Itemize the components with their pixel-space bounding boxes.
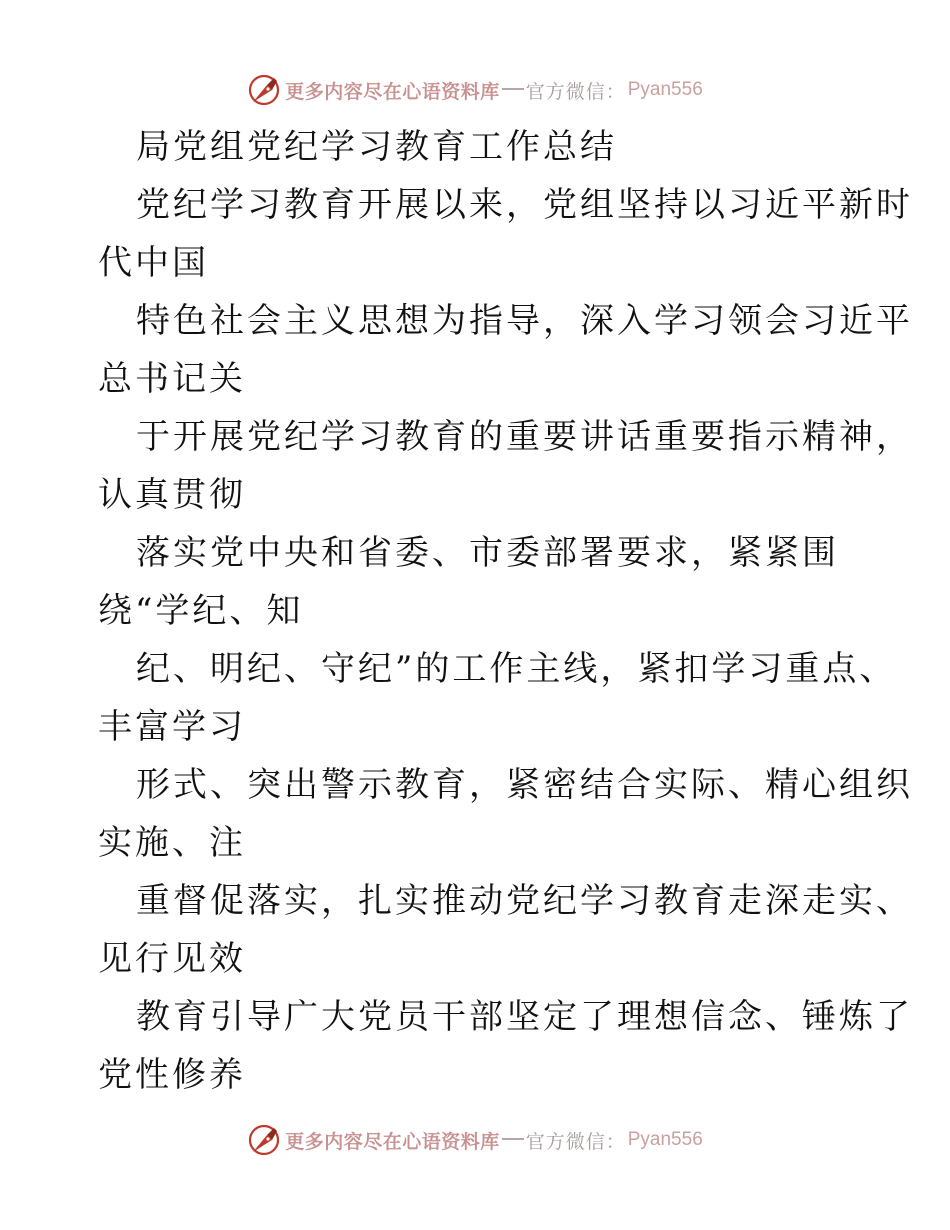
- paragraph-line: 形式、突出警示教育，紧密结合实际、精心组织: [136, 765, 913, 805]
- document-body: [98, 118, 913, 1104]
- pen-nib-logo-icon: [247, 1123, 281, 1157]
- header-banner: [0, 70, 950, 110]
- paragraph-line: 特色社会主义思想为指导，深入学习领会习近平: [136, 301, 913, 341]
- paragraph-line: 重督促落实，扎实推动党纪学习教育走深走实、: [136, 881, 913, 921]
- paragraph-line: 党性修养: [98, 1055, 246, 1095]
- promo-text: 更多内容尽在心语资料库: [285, 1130, 500, 1153]
- paragraph-line: 代中国: [98, 243, 209, 283]
- banner-dash: [502, 1138, 524, 1140]
- paragraph-line: 教育引导广大党员干部坚定了理想信念、锤炼了: [136, 997, 913, 1037]
- paragraph-line: 绕“学纪、知: [98, 591, 304, 631]
- paragraph-line: 党纪学习教育开展以来，党组坚持以习近平新时: [136, 185, 913, 225]
- document-title: 局党组党纪学习教育工作总结: [136, 127, 617, 167]
- paragraph-line: 实施、注: [98, 823, 246, 863]
- paragraph-line: 落实党中央和省委、市委部署要求，紧紧围: [136, 533, 839, 573]
- paragraph-line: 总书记关: [98, 359, 246, 399]
- paragraph-line: 于开展党纪学习教育的重要讲话重要指示精神，: [136, 417, 913, 457]
- paragraph-line: 见行见效: [98, 939, 246, 979]
- paragraph-line: 丰富学习: [98, 707, 246, 747]
- wechat-id: Pyan556: [627, 79, 703, 100]
- official-text: 官方微信：: [525, 1130, 626, 1153]
- official-text: 官方微信：: [525, 80, 626, 103]
- paragraph-line: 纪、明纪、守纪”的工作主线，紧扣学习重点、: [136, 649, 897, 689]
- paragraph-line: 认真贯彻: [98, 475, 246, 515]
- promo-text: 更多内容尽在心语资料库: [285, 80, 500, 103]
- wechat-id: Pyan556: [627, 1129, 703, 1150]
- banner-dash: [502, 88, 524, 90]
- footer-banner: [0, 1120, 950, 1160]
- pen-nib-logo-icon: [247, 73, 281, 107]
